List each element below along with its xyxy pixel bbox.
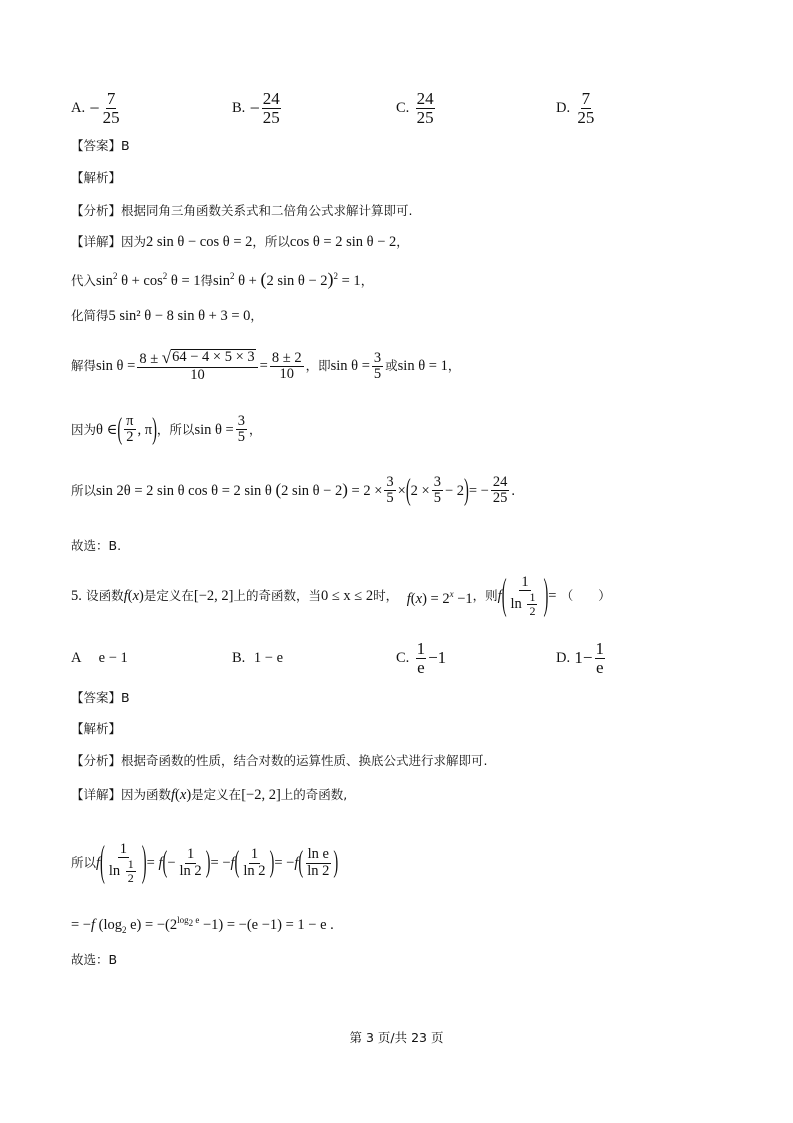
fraction: 8 ± √ 64 − 4 × 5 × 3 10	[137, 349, 257, 383]
fraction: 1 ln $\frac{1}{2}$	[108, 841, 134, 885]
fraction: $\frac{8 \pm 2}{10}$	[271, 349, 302, 382]
q4-detail-line-1: 【详解】因为2 sin θ − cos θ = 2，所以cos θ = 2 sin θ − 2，	[71, 234, 409, 250]
q5-analysis: 【分析】根据奇函数的性质，结合对数的运算性质、换底公式进行求解即可.	[71, 753, 488, 768]
q4-option-c: C. $\frac{24}{25}$	[396, 89, 434, 127]
q5-stem: 5. 设函数 f (x) 是定义在 [−2, 2] 上的奇函数，当 0 ≤ x ≤ 2 时， $f(x) = 2^x -1$ ，则 f ( 1 ln $\frac{1}{2}$ ) = （ ）	[71, 572, 611, 621]
q5-detail-line-2: 所以 f ( 1 ln $\frac{1}{2}$ ) = f ( − $\frac{1}{\ln 2}$ ) = −f ( $\frac{1}{\ln 2}$ ) = −f ( $\frac{\text{ln e}}{\ln 2}$ )	[71, 839, 339, 888]
fraction: $\frac{3}{5}$	[237, 413, 245, 446]
fraction: $\frac{1}{\ln 2}$	[179, 846, 202, 879]
q4-detail-line-5: 因为 θ ∈ ( $\frac{\pi}{2}$ , π ) ，所以 sin θ = $\frac{3}{5}$ ，	[71, 412, 262, 447]
q5-option-c: C. $\frac{1}{e}$ −1	[396, 639, 447, 677]
q4-choose: 故选：B.	[71, 538, 122, 553]
q5-option-a: A e − 1	[71, 650, 128, 666]
q4-detail-line-4: 解得 sin θ = 8 ± √ 64 − 4 × 5 × 3 10 = $\frac{8 \pm 2}{10}$ ，即 sin θ = $\frac{3}{5}$ 或 sin θ = 1 ，	[71, 348, 461, 384]
q4-answer: 【答案】B	[71, 138, 130, 153]
q4-detail-line-3: 化简得5 sin² θ − 8 sin θ + 3 = 0，	[71, 308, 263, 324]
fraction: $\frac{7}{25}$	[102, 89, 120, 127]
fraction: $\frac{24}{25}$	[262, 89, 280, 127]
q5-answer: 【答案】B	[71, 690, 130, 705]
q5-option-b: B. 1 − e	[232, 650, 284, 666]
q5-jiexi-label: 【解析】	[71, 721, 122, 736]
q4-detail-line-6: 所以 sin 2θ = 2 sin θ cos θ = 2 sin θ (2 sin θ − 2) = 2 × $\frac{3}{5}$ × ( 2 × $\frac{3}{5}$ − 2 ) = − $\frac{24}{25}$ .	[71, 473, 515, 508]
q4-detail-line-2: 代入$\sin^2 \theta + \cos^2 \theta = 1$得$\sin^2 \theta + (2$ sin θ − 2)$^2$ = 1，	[71, 268, 374, 289]
fraction: $\frac{3}{5}$	[433, 474, 441, 507]
fraction: $\frac{24}{25}$	[416, 89, 434, 127]
q4-option-a: A. − $\frac{7}{25}$	[71, 89, 120, 127]
fraction: $\frac{1}{e}$	[416, 639, 426, 677]
q4-jiexi-label: 【解析】	[71, 170, 122, 185]
q4-option-d: D. $\frac{7}{25}$	[556, 89, 595, 127]
q5-option-d: D. 1− $\frac{1}{e}$	[556, 639, 604, 677]
q4-option-b: B. − $\frac{24}{25}$	[232, 89, 280, 127]
fraction: $\frac{24}{25}$	[492, 474, 508, 507]
page-footer: 第 3 页/共 23 页	[349, 1030, 444, 1045]
fraction: 1 ln $\frac{1}{2}$	[510, 574, 536, 618]
fraction: $\frac{1}{\ln 2}$	[243, 846, 266, 879]
q5-detail-line-1: 【详解】因为函数f(x)是定义在[−2, 2]上的奇函数,	[71, 787, 348, 803]
fraction: $\frac{\pi}{2}$	[126, 413, 134, 446]
q4-analysis: 【分析】根据同角三角函数关系式和二倍角公式求解计算即可.	[71, 203, 413, 218]
fraction: $\frac{7}{25}$	[577, 89, 595, 127]
fraction: $\frac{1}{e}$	[595, 639, 604, 677]
fraction: $\frac{\text{ln e}}{\ln 2}$	[307, 846, 330, 879]
q5-choose: 故选：B	[71, 952, 118, 967]
q5-detail-line-3: = −f ($\log_2$ $e) = -(2^{log_2 e} -1) = -(e -1) = 1 - e$ .	[71, 915, 334, 935]
fraction: $\frac{3}{5}$	[373, 349, 382, 382]
fraction: $\frac{3}{5}$	[386, 474, 394, 507]
